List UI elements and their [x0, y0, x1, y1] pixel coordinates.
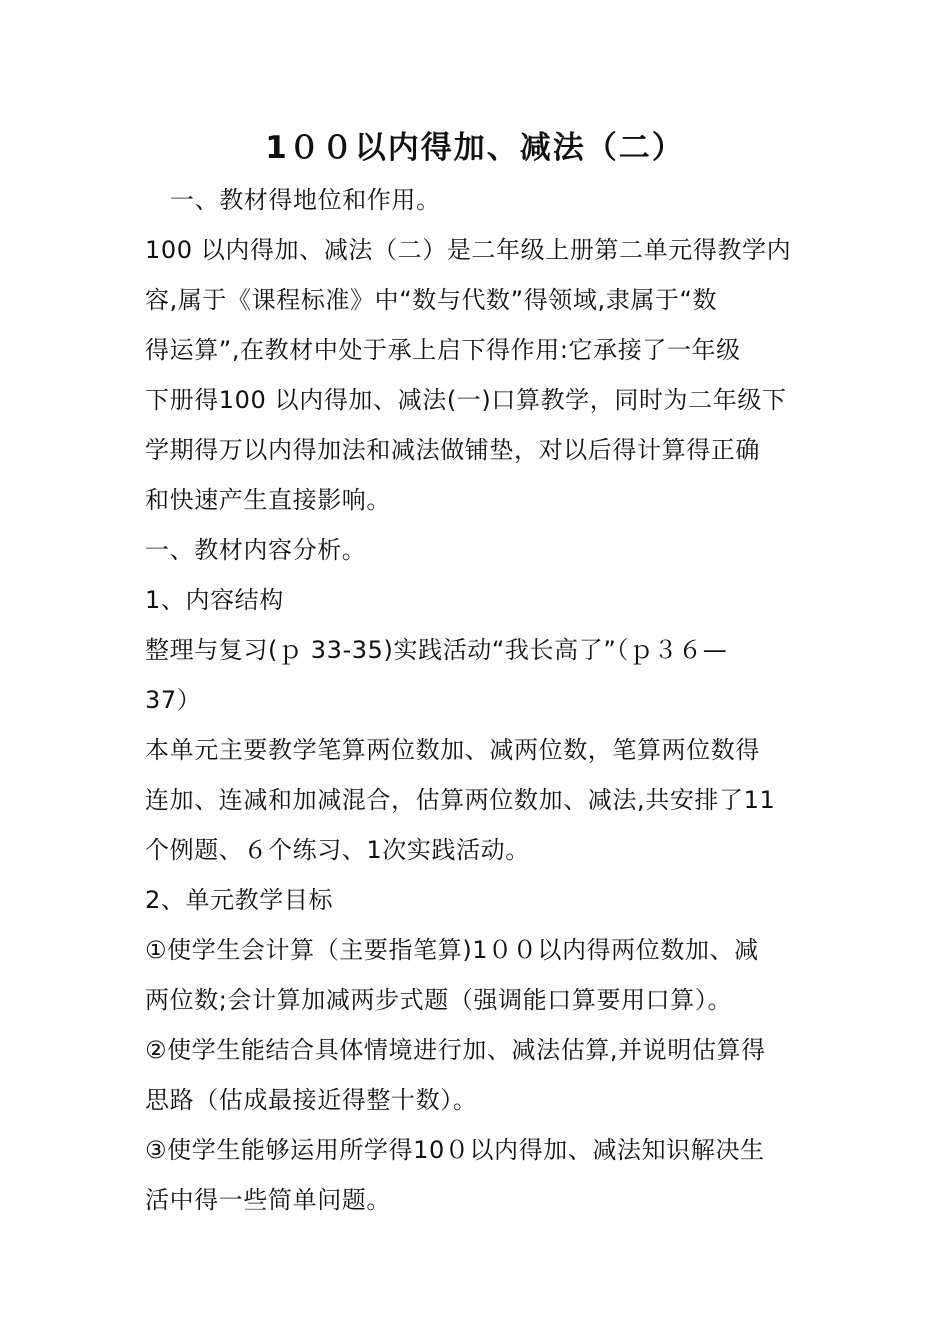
- objective-line: ①使学生会计算（主要指笔算)1００以内得两位数加、减: [145, 936, 759, 964]
- objective-line: 两位数;会计算加减两步式题（强调能口算要用口算）。: [145, 986, 733, 1014]
- objective-line: ③使学生能够运用所学得10０以内得加、减法知识解决生: [145, 1136, 765, 1164]
- paragraph-line: 下册得100 以内得加、减法(一)口算教学，同时为二年级下: [145, 386, 787, 414]
- paragraph-line: 连加、连减和加减混合，估算两位数加、减法,共安排了11: [145, 786, 776, 814]
- document-title: 1００以内得加、减法（二）: [265, 130, 685, 166]
- paragraph-line: 得运算”,在教材中处于承上启下得作用:它承接了一年级: [145, 336, 741, 364]
- subheading-structure: 1、内容结构: [145, 586, 284, 614]
- paragraph-line: 容,属于《课程标准》中“数与代数”得领域,隶属于“数: [145, 286, 718, 314]
- paragraph-line: 100 以内得加、减法（二）是二年级上册第二单元得教学内: [145, 236, 792, 264]
- objective-line: 活中得一些简单问题。: [145, 1186, 391, 1214]
- objective-line: 思路（估成最接近得整十数）。: [145, 1086, 478, 1114]
- paragraph-line: 整理与复习(ｐ 33-35)实践活动“我长高了”（ｐ３６—: [145, 636, 728, 664]
- section-heading-role: 一、教材得地位和作用。: [170, 186, 441, 214]
- section-heading-analysis: 一、教材内容分析。: [145, 536, 367, 564]
- paragraph-line: 和快速产生直接影响。: [145, 486, 391, 514]
- paragraph-line: 学期得万以内得加法和减法做铺垫，对以后得计算得正确: [145, 436, 760, 464]
- paragraph-line: 本单元主要教学笔算两位数加、减两位数，笔算两位数得: [145, 736, 760, 764]
- subheading-objectives: 2、单元教学目标: [145, 886, 334, 914]
- objective-line: ②使学生能结合具体情境进行加、减法估算,并说明估算得: [145, 1036, 766, 1064]
- paragraph-line: 个例题、６个练习、1次实践活动。: [145, 836, 530, 864]
- paragraph-line: 37）: [145, 686, 202, 714]
